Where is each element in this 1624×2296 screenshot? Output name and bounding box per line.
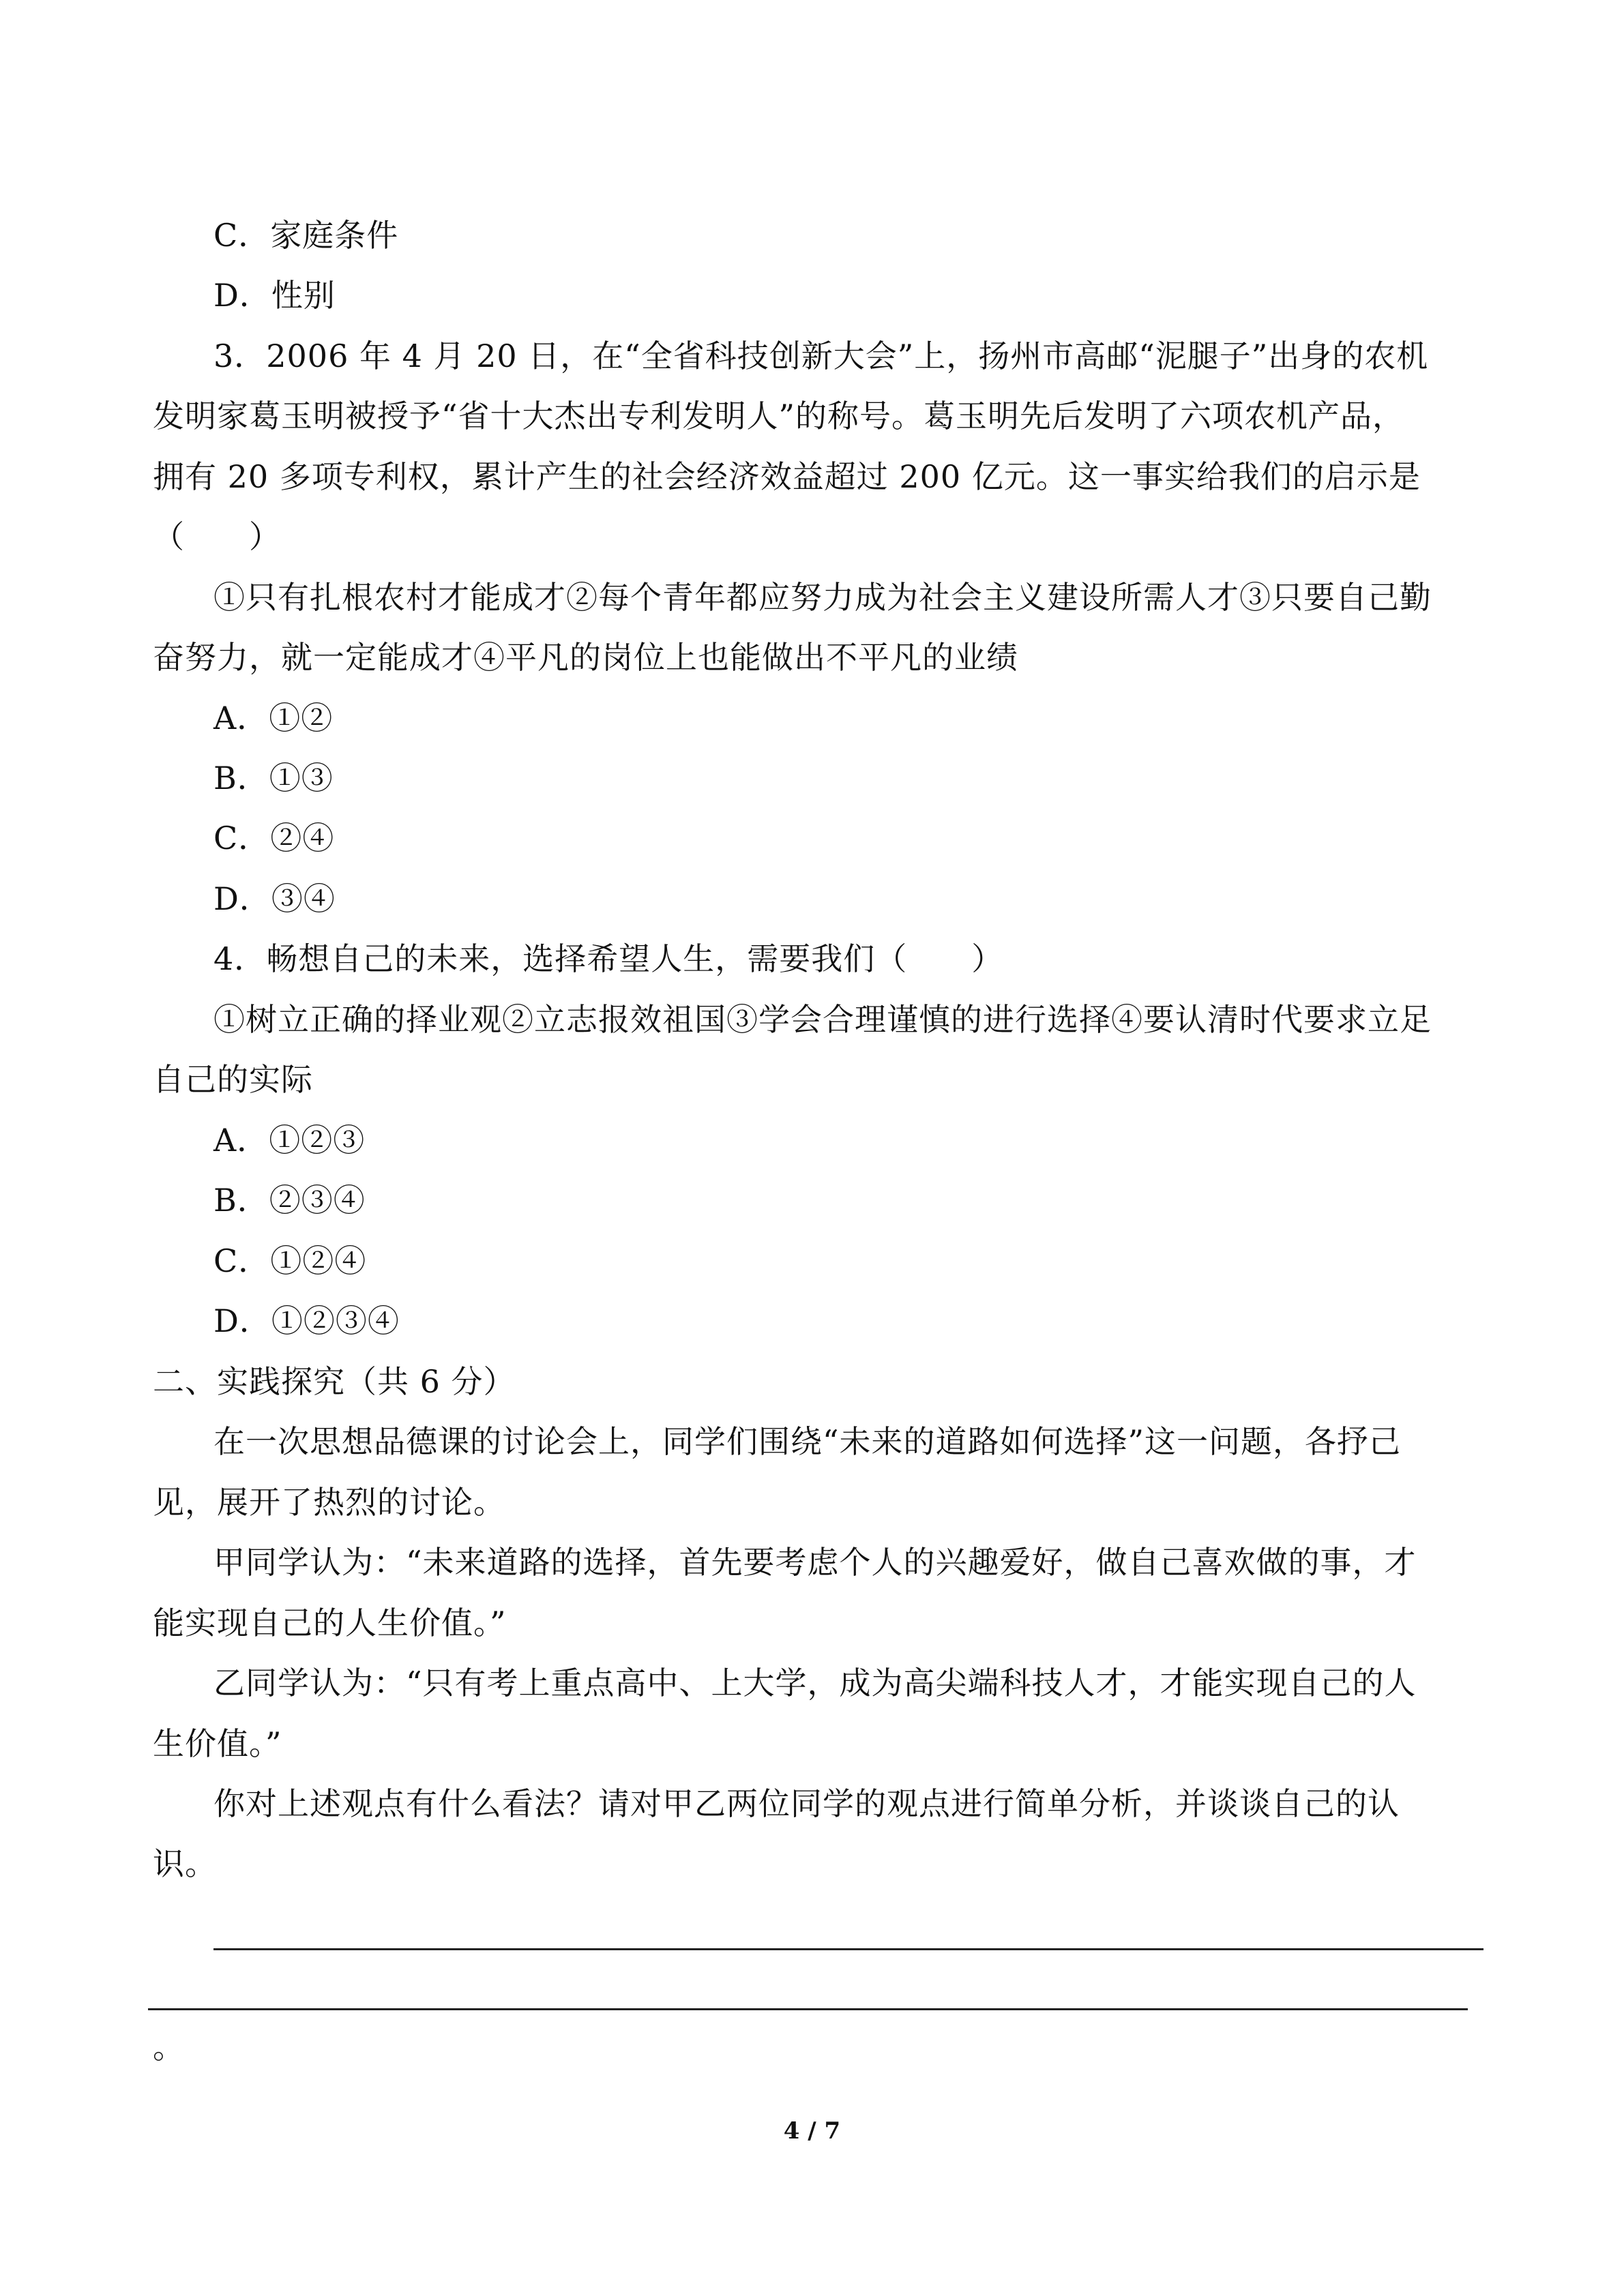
q3-statements-line-2: 奋努力，就一定能成才④平凡的岗位上也能做出不平凡的业绩 (153, 639, 1018, 676)
q4-option-c: C．①②④ (213, 1242, 367, 1279)
section-heading: 二、实践探究（共 6 分） (153, 1363, 516, 1400)
paragraph-line-1: 在一次思想品德课的讨论会上，同学们围绕“未来的道路如何选择”这一问题，各抒己 (213, 1423, 1402, 1460)
q4-option-b: B．②③④ (213, 1182, 366, 1219)
answer-line-1[interactable] (213, 1948, 1483, 1950)
q3-answer-blank: （ ） (153, 518, 281, 555)
q3-stem-line-1: 3．2006 年 4 月 20 日，在“全省科技创新大会”上，扬州市高邮“泥腿子”出身的农机 (213, 338, 1429, 374)
q2-option-c: C．家庭条件 (213, 217, 399, 254)
q4-stem: 4．畅想自己的未来，选择希望人生，需要我们（ ） (213, 940, 1004, 977)
paragraph-line-3: 甲同学认为：“未来道路的选择，首先要考虑个人的兴趣爱好，做自己喜欢做的事，才 (213, 1544, 1417, 1581)
q4-option-a: A．①②③ (213, 1122, 366, 1159)
paragraph-line-7: 你对上述观点有什么看法？请对甲乙两位同学的观点进行简单分析，并谈谈自己的认 (213, 1785, 1400, 1822)
q3-stem-line-3: 拥有 20 多项专利权，累计产生的社会经济效益超过 200 亿元。这一事实给我们的启示是 (153, 458, 1421, 495)
q4-statements-line-2: 自己的实际 (153, 1061, 313, 1098)
q3-option-d: D．③④ (213, 880, 336, 917)
q4-statements-line-1: ①树立正确的择业观②立志报效祖国③学会合理谨慎的进行选择④要认清时代要求立足 (213, 1001, 1432, 1038)
paragraph-line-4: 能实现自己的人生价值。” (153, 1605, 507, 1641)
q3-option-b: B．①③ (213, 760, 334, 796)
q3-option-c: C．②④ (213, 820, 335, 856)
q3-statements-line-1: ①只有扎根农村才能成才②每个青年都应努力成为社会主义建设所需人才③只要自己勤 (213, 579, 1432, 616)
q4-option-d: D．①②③④ (213, 1302, 400, 1339)
paragraph-line-6: 生价值。” (153, 1725, 282, 1762)
paragraph-line-5: 乙同学认为：“只有考上重点高中、上大学，成为高尖端科技人才，才能实现自己的人 (213, 1665, 1417, 1701)
q3-stem-line-2: 发明家葛玉明被授予“省十大杰出专利发明人”的称号。葛玉明先后发明了六项农机产品， (153, 398, 1405, 434)
q3-option-a: A．①② (213, 700, 334, 736)
answer-end-mark: 。 (153, 2029, 185, 2066)
paragraph-line-2: 见，展开了热烈的讨论。 (153, 1484, 505, 1521)
q2-option-d: D．性别 (213, 277, 336, 314)
paragraph-line-8: 识。 (153, 1845, 217, 1882)
answer-line-2[interactable] (148, 2008, 1468, 2010)
page-number: 4 / 7 (783, 2117, 841, 2145)
